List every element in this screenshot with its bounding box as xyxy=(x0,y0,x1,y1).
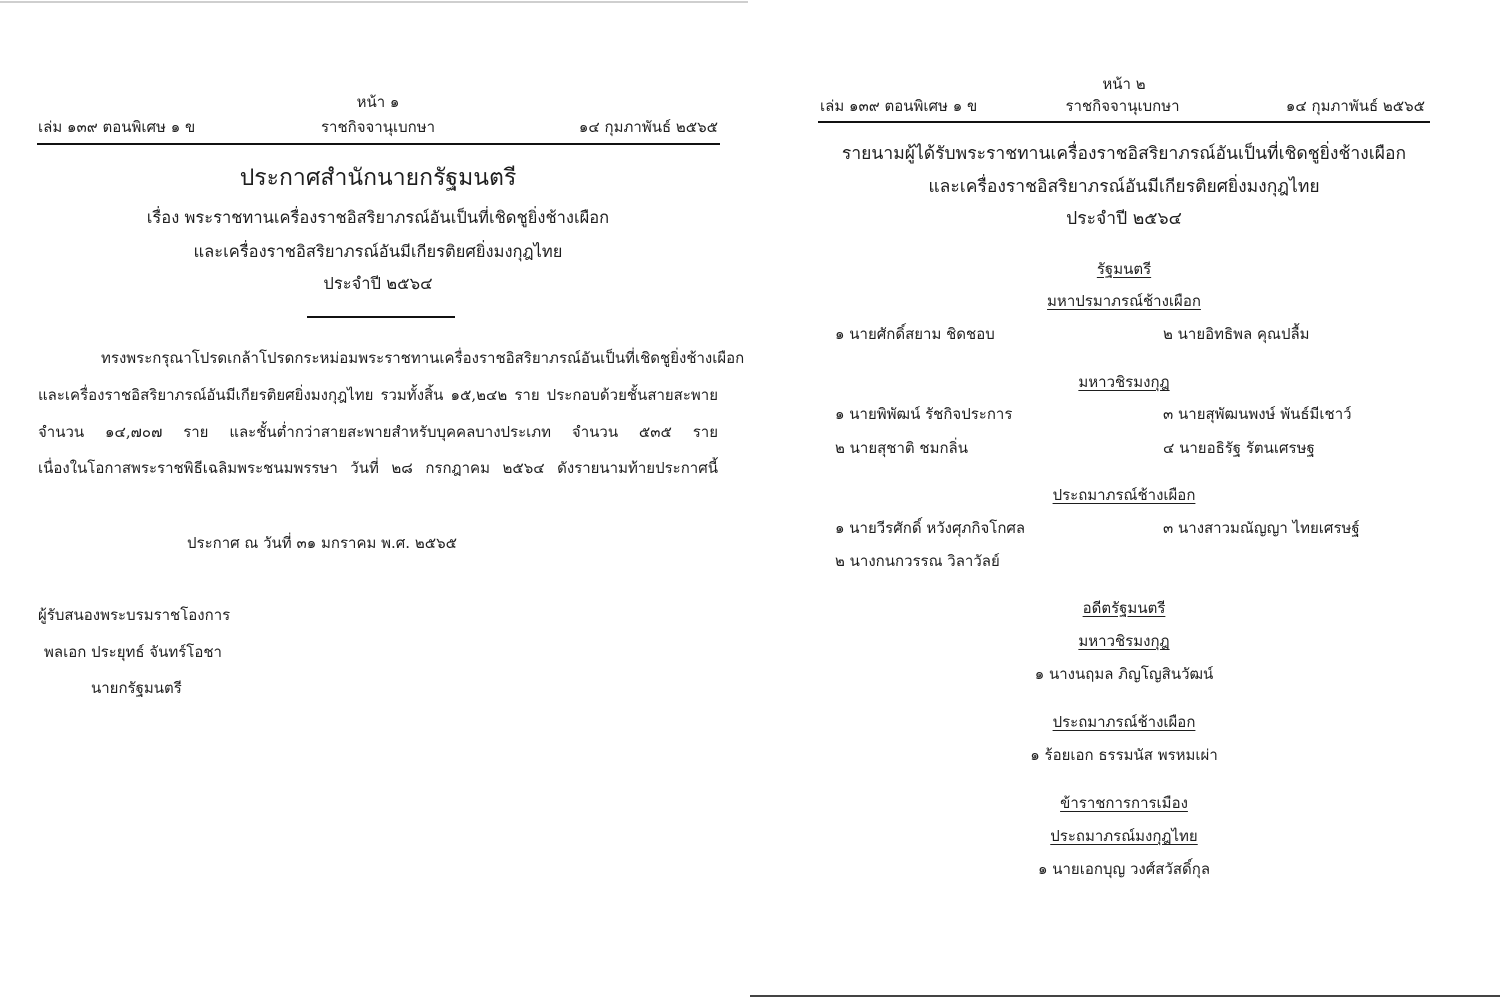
body-line: เนื่องในโอกาสพระราชพิธีเฉลิมพระชนมพรรษา วันที่ ๒๘ กรกฎาคม ๒๕๖๔ ดังรายนามท้ายประกาศนี้ xyxy=(38,459,718,477)
subject-line: เรื่อง พระราชทานเครื่องราชอิสริยาภรณ์อันเป็นที่เชิดชูยิ่งช้างเผือก xyxy=(146,208,610,227)
issue-number: เล่ม ๑๓๙ ตอนพิเศษ ๑ ข xyxy=(820,97,978,115)
subject-line: ประจำปี ๒๕๖๔ xyxy=(323,274,433,293)
scan-top-edge xyxy=(0,1,748,3)
class-heading-frame xyxy=(818,825,1430,847)
header-rule xyxy=(818,121,1430,123)
page-number: หน้า ๑ xyxy=(356,93,400,111)
class-heading: ประถมาภรณ์ช้างเผือก xyxy=(1052,713,1196,731)
recipient-entry: ๒ นายสุชาติ ชมกลิ่น xyxy=(835,439,968,457)
group-heading: ข้าราชการการเมือง xyxy=(1060,794,1188,812)
class-heading: มหาวชิรมงกุฎ xyxy=(1078,632,1170,650)
issue-number: เล่ม ๑๓๙ ตอนพิเศษ ๑ ข xyxy=(38,118,196,136)
group-heading-frame xyxy=(818,258,1430,280)
title-divider xyxy=(307,316,455,318)
body-line: ทรงพระกรุณาโปรดเกล้าโปรดกระหม่อมพระราชทานเครื่องราชอิสริยาภรณ์อันเป็นที่เชิดชูยิ่งช้างเผือก xyxy=(101,349,745,367)
class-heading: มหาวชิรมงกุฎ xyxy=(1078,373,1170,391)
recipient-entry: ๓ นางสาวมณัญญา ไทยเศรษฐ์ xyxy=(1163,519,1360,537)
gazette-header xyxy=(820,96,1425,116)
announcement-title: ประกาศสำนักนายกรัฐมนตรี xyxy=(239,165,517,191)
class-heading-frame xyxy=(818,290,1430,312)
recipient-entry: ๑ นายศักดิ์สยาม ชิดชอบ xyxy=(835,325,995,343)
countersign-label: ผู้รับสนองพระบรมราชโองการ xyxy=(38,606,231,624)
recipient-entry: ๒ นายอิทธิพล คุณปลื้ม xyxy=(1163,325,1310,343)
signatory-position: นายกรัฐมนตรี xyxy=(91,679,182,697)
class-heading-frame xyxy=(818,371,1430,393)
subject-line: และเครื่องราชอิสริยาภรณ์อันมีเกียรติยศยิ่งมงกุฎไทย xyxy=(193,242,563,261)
announcement-date: ประกาศ ณ วันที่ ๓๑ มกราคม พ.ศ. ๒๕๖๕ xyxy=(187,534,457,552)
publication-date: ๑๔ กุมภาพันธ์ ๒๕๖๕ xyxy=(578,118,718,136)
publication-name: ราชกิจจานุเบกษา xyxy=(1065,97,1180,115)
class-heading: ประถมาภรณ์มงกุฎไทย xyxy=(1050,827,1198,845)
list-title-line: และเครื่องราชอิสริยาภรณ์อันมีเกียรติยศยิ่งมงกุฎไทย xyxy=(928,177,1320,197)
group-heading-frame xyxy=(818,597,1430,619)
recipient-entry: ๑ นายพิพัฒน์ รัชกิจประการ xyxy=(835,405,1013,423)
gazette-header xyxy=(38,117,718,137)
recipient-entry: ๑ นายวีรศักดิ์ หวังศุภกิจโกศล xyxy=(835,519,1026,537)
class-heading: มหาปรมาภรณ์ช้างเผือก xyxy=(1047,292,1201,310)
recipient-entry: ๓ นายสุพัฒนพงษ์ พันธ์มีเชาว์ xyxy=(1163,405,1352,423)
class-heading-frame xyxy=(818,630,1430,652)
list-title-line: ประจำปี ๒๕๖๔ xyxy=(1066,209,1182,229)
recipient-entry: ๑ นางนฤมล ภิญโญสินวัฒน์ xyxy=(1034,665,1214,683)
header-rule xyxy=(37,143,720,145)
publication-date: ๑๔ กุมภาพันธ์ ๒๕๖๕ xyxy=(1285,97,1425,115)
publication-name: ราชกิจจานุเบกษา xyxy=(320,118,436,136)
page-bottom-rule xyxy=(750,995,1500,997)
class-heading-frame xyxy=(818,711,1430,733)
group-heading: รัฐมนตรี xyxy=(1096,260,1152,278)
list-title-line: รายนามผู้ได้รับพระราชทานเครื่องราชอิสริยาภรณ์อันเป็นที่เชิดชูยิ่งช้างเผือก xyxy=(841,144,1407,164)
gazette-page-2 xyxy=(750,0,1500,1000)
signatory-name: พลเอก ประยุทธ์ จันทร์โอชา xyxy=(44,643,222,661)
class-heading-frame xyxy=(818,484,1430,506)
recipient-entry: ๑ นายเอกบุญ วงศ์สวัสดิ์กุล xyxy=(1037,860,1211,878)
recipient-entry: ๔ นายอธิรัฐ รัตนเศรษฐ xyxy=(1163,439,1315,457)
body-line: และเครื่องราชอิสริยาภรณ์อันมีเกียรติยศยิ่งมงกุฎไทย รวมทั้งสิ้น ๑๕,๒๔๒ ราย ประกอบด้วยชั้นสายสะพาย xyxy=(38,386,718,404)
group-heading-frame xyxy=(818,792,1430,814)
body-line: จำนวน ๑๔,๗๐๗ ราย และชั้นต่ำกว่าสายสะพายสำหรับบุคคลบางประเภท จำนวน ๕๓๕ ราย xyxy=(38,423,718,441)
class-heading: ประถมาภรณ์ช้างเผือก xyxy=(1052,486,1196,504)
page-number: หน้า ๒ xyxy=(1102,75,1146,93)
recipient-entry: ๑ ร้อยเอก ธรรมนัส พรหมเผ่า xyxy=(1030,746,1218,764)
group-heading: อดีตรัฐมนตรี xyxy=(1082,599,1166,617)
recipient-entry: ๒ นางกนกวรรณ วิลาวัลย์ xyxy=(835,552,1000,570)
